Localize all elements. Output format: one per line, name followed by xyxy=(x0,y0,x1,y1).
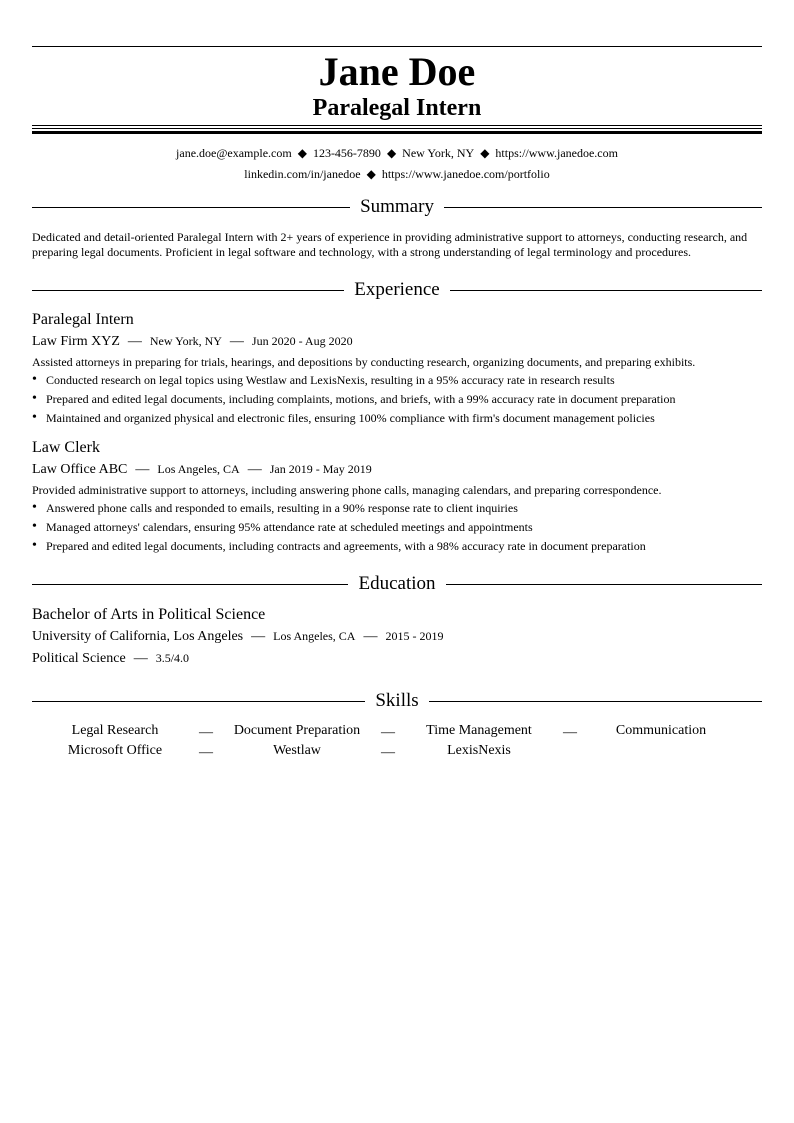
job-company: Law Firm XYZ xyxy=(32,334,120,349)
dash-separator: — xyxy=(247,462,262,477)
contact-block xyxy=(32,143,762,185)
list-item: • Conducted research on legal topics using Westlaw and LexisNexis, resulting in a 95% accuracy rate in research results xyxy=(32,372,615,387)
list-item: • Answered phone calls and responded to emails, resulting in a 90% response rate to client inquiries xyxy=(32,500,518,515)
bullet-icon: • xyxy=(32,391,37,406)
diamond-icon: ◆ xyxy=(366,167,376,181)
contact-phone: 123-456-7890 xyxy=(312,146,381,160)
list-item: • Managed attorneys' calendars, ensuring 95% attendance rate at scheduled meetings and appointments xyxy=(32,519,533,534)
contact-email[interactable]: jane.doe@example.com xyxy=(176,146,292,160)
candidate-title: Paralegal Intern xyxy=(312,95,482,121)
skills-grid xyxy=(32,721,762,761)
job-company: Law Office ABC xyxy=(32,462,128,477)
contact-portfolio[interactable]: https://www.janedoe.com/portfolio xyxy=(381,167,550,181)
candidate-name: Jane Doe xyxy=(318,49,476,94)
summary-heading-label: Summary xyxy=(360,196,434,217)
dash-separator: — xyxy=(199,725,213,740)
skills-heading xyxy=(32,689,762,713)
dash-separator: — xyxy=(363,629,378,644)
education-heading-label: Education xyxy=(358,573,436,594)
school: University of California, Los Angeles xyxy=(32,629,244,644)
dash-separator: — xyxy=(251,629,266,644)
skill-item: Document Preparation xyxy=(233,723,361,738)
school-location: Los Angeles, CA xyxy=(273,629,356,643)
top-rule xyxy=(32,46,762,47)
list-item: • Maintained and organized physical and electronic files, ensuring 100% compliance with firm's document management policies xyxy=(32,410,655,425)
degree: Bachelor of Arts in Political Science xyxy=(32,606,266,623)
experience-item xyxy=(32,310,762,426)
bullet-icon: • xyxy=(32,500,37,515)
dash-separator: — xyxy=(199,745,213,760)
skill-item: Legal Research xyxy=(71,723,159,738)
contact-website[interactable]: https://www.janedoe.com xyxy=(495,146,618,160)
job-dates: Jun 2020 - Aug 2020 xyxy=(251,334,353,348)
experience-heading-label: Experience xyxy=(354,279,440,300)
skill-item: Time Management xyxy=(426,723,532,738)
diamond-icon: ◆ xyxy=(297,146,307,160)
skill-item: Westlaw xyxy=(273,743,321,758)
experience-item xyxy=(32,438,762,554)
dash-separator: — xyxy=(381,745,395,760)
job-location: Los Angeles, CA xyxy=(157,462,240,476)
job-description: Assisted attorneys in preparing for trials, hearings, and depositions by conducting research, organizing documents, and preparing exhibits. xyxy=(32,355,696,369)
list-item: • Prepared and edited legal documents, including complaints, motions, and briefs, with a 99% accuracy rate in document preparation xyxy=(32,391,676,406)
education-dates: 2015 - 2019 xyxy=(385,629,444,643)
experience-heading xyxy=(32,278,762,302)
job-bullets xyxy=(32,372,762,426)
dash-separator: — xyxy=(229,334,244,349)
bullet-icon: • xyxy=(32,372,37,387)
list-item: • Prepared and edited legal documents, including contracts and agreements, with a 98% accuracy rate in document preparation xyxy=(32,538,646,553)
job-title: Law Clerk xyxy=(32,439,100,456)
contact-linkedin[interactable]: linkedin.com/in/janedoe xyxy=(244,167,361,181)
education-heading xyxy=(32,572,762,596)
skill-item: Microsoft Office xyxy=(67,743,163,758)
job-description: Provided administrative support to attorneys, including answering phone calls, managing calendars, and preparing correspondence. xyxy=(32,483,662,497)
dash-separator: — xyxy=(135,462,150,477)
resume-page xyxy=(32,46,762,761)
job-bullets xyxy=(32,500,762,554)
skill-item: Communication xyxy=(615,723,707,738)
summary-text: Dedicated and detail-oriented Paralegal Intern with 2+ years of experience in providing administrative support to attorneys, conducting research, and preparing legal documents. Proficient in legal software and technology, with a strong understanding of legal terminology and procedures. xyxy=(32,230,748,259)
bullet-icon: • xyxy=(32,538,37,553)
job-location: New York, NY xyxy=(149,334,222,348)
job-dates: Jan 2019 - May 2019 xyxy=(269,462,372,476)
gpa: 3.5/4.0 xyxy=(155,651,190,665)
contact-location: New York, NY xyxy=(402,146,475,160)
dash-separator: — xyxy=(381,725,395,740)
bullet-icon: • xyxy=(32,519,37,534)
dash-separator: — xyxy=(563,725,577,740)
skill-item: LexisNexis xyxy=(447,743,511,758)
summary-heading xyxy=(32,195,762,219)
diamond-icon: ◆ xyxy=(480,146,490,160)
skills-heading-label: Skills xyxy=(375,690,419,711)
dash-separator: — xyxy=(127,334,142,349)
dash-separator: — xyxy=(133,651,148,666)
header-divider xyxy=(32,125,762,134)
job-title: Paralegal Intern xyxy=(32,311,134,328)
diamond-icon: ◆ xyxy=(386,146,397,160)
bullet-icon: • xyxy=(32,410,37,425)
major: Political Science xyxy=(32,651,126,666)
education-item xyxy=(32,605,762,669)
